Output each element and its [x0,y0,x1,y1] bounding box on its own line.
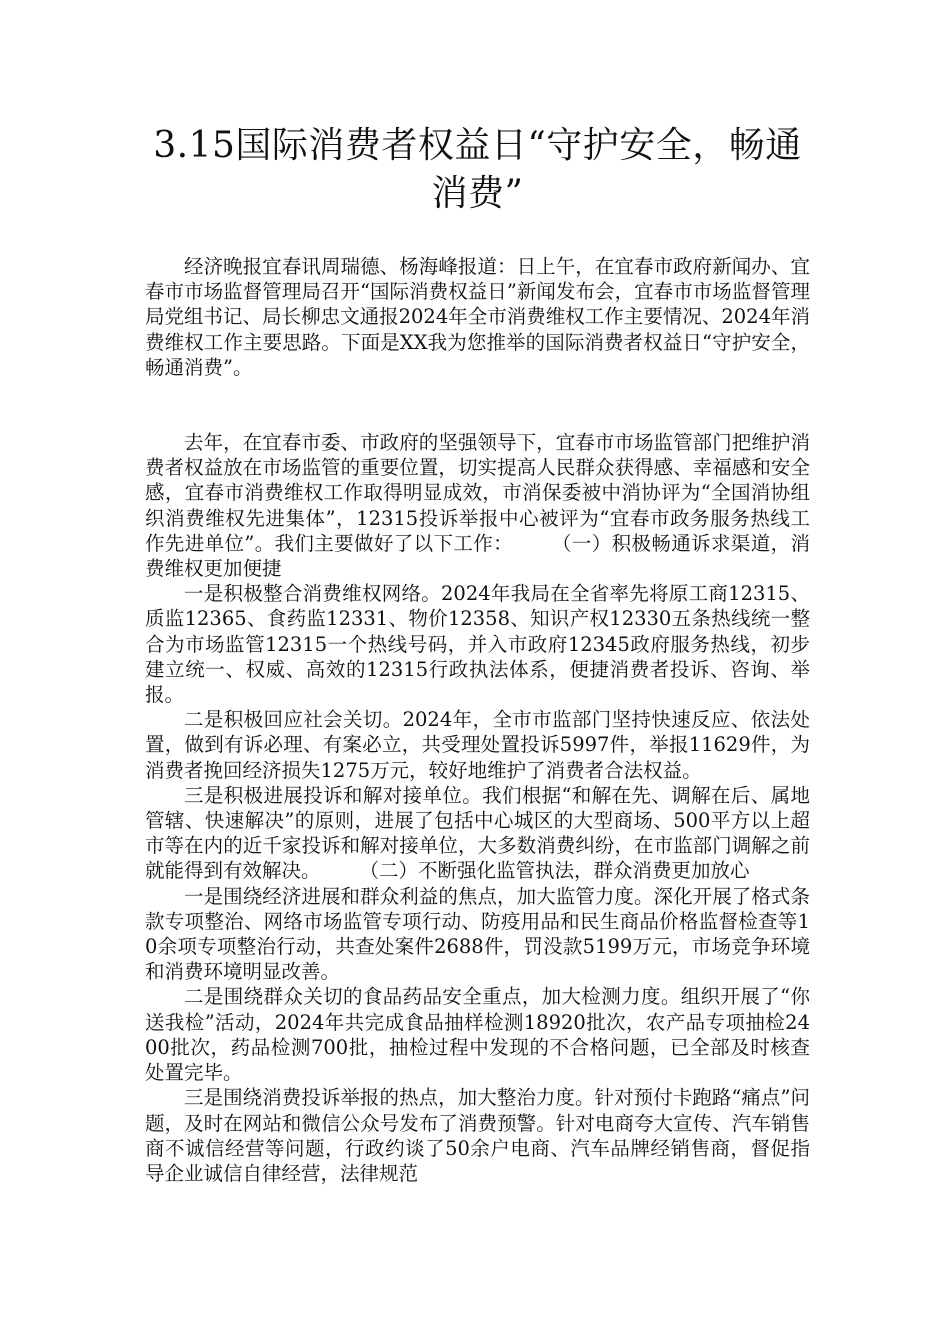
document-body [145,254,810,1186]
paragraph-settlement-units-text: 三是积极进展投诉和解对接单位。我们根据“和解在先、调解在后、属地管辖、快速解决”的原则，进展了包括中心城区的大型商场、500平方以上超市等在内的近千家投诉和解对接单位，大多数消费纠纷，在市监部门调解之前就能得到有效解决。 [145,783,810,883]
paragraph-complaint-hotspots: 三是围绕消费投诉举报的热点，加大整治力度。针对预付卡跑路“痛点”问题，及时在网站和微信公众号发布了消费预警。针对电商夸大宣传、汽车销售商不诚信经营等问题，行政约谈了50余户电商、汽车品牌经销售商，督促指导企业诚信自律经营，法律规范 [145,1086,810,1185]
paragraph-food-safety: 二是围绕群众关切的食品药品安全重点，加大检测力度。组织开展了“你送我检”活动，2024年共完成食品抽样检测18920批次，农产品专项抽检2400批次，药品检测700批，抽检过程中发现的不合格问题，已全部及时核查处置完毕。 [145,985,810,1085]
paragraph-settlement-units [145,783,810,884]
document-title: 3.15国际消费者权益日“守护安全，畅通消费” [153,125,802,214]
intro-paragraph: 经济晚报宜春讯周瑞德、杨海峰报道：日上午，在宜春市政府新闻办、宜春市市场监督管理局召开“国际消费权益日”新闻发布会，宜春市市场监督管理局党组书记、局长柳忠文通报2024年全市消费维权工作主要情况、2024年消费维权工作主要思路。下面是XX我为您推举的国际消费者权益日“守护安全，畅通消费”。 [145,255,810,379]
paragraph-integrate-network: 一是积极整合消费维权网络。2024年我局在全省率先将原工商12315、质监12365、食药监12331、物价12358、知识产权12330五条热线统一整合为市场监管12315一个热线号码，并入市政府12345政府服务热线，初步建立统一、权威、高效的12315行政执法体系，便捷消费者投诉、咨询、举报。 [145,582,810,707]
section-heading-2: （二）不断强化监管执法，群众消费更加放心 [369,859,750,883]
summary-paragraph [145,430,810,581]
summary-paragraph-text: 去年，在宜春市委、市政府的坚强领导下，宜春市市场监管部门把维护消费者权益放在市场监管的重要位置，切实提高人民群众获得感、幸福感和安全感，宜春市消费维权工作取得明显成效，市消保委被中消协评为“全国消协组织消费维权先进集体”，12315投诉举报中心被评为“宜春市政务服务热线工作先进单位”。我们主要做好了以下工作： [145,431,810,555]
paragraph-supervision: 一是围绕经济进展和群众利益的焦点，加大监管力度。深化开展了格式条款专项整治、网络市场监管专项行动、防疫用品和民生商品价格监督检查等10余项专项整治行动，共查处案件2688件，罚没款5199万元，市场竞争环境和消费环境明显改善。 [145,884,810,984]
section-heading-1: （一）积极畅通诉求渠道，消费维权更加便捷 [145,531,810,581]
document-page [145,122,810,1186]
paragraph-respond-concerns: 二是积极回应社会关切。2024年，全市市监部门坚持快速反应、依法处置，做到有诉必理、有案必立，共受理处置投诉5997件，举报11629件，为消费者挽回经济损失1275万元，较好地维护了消费者合法权益。 [145,708,810,782]
